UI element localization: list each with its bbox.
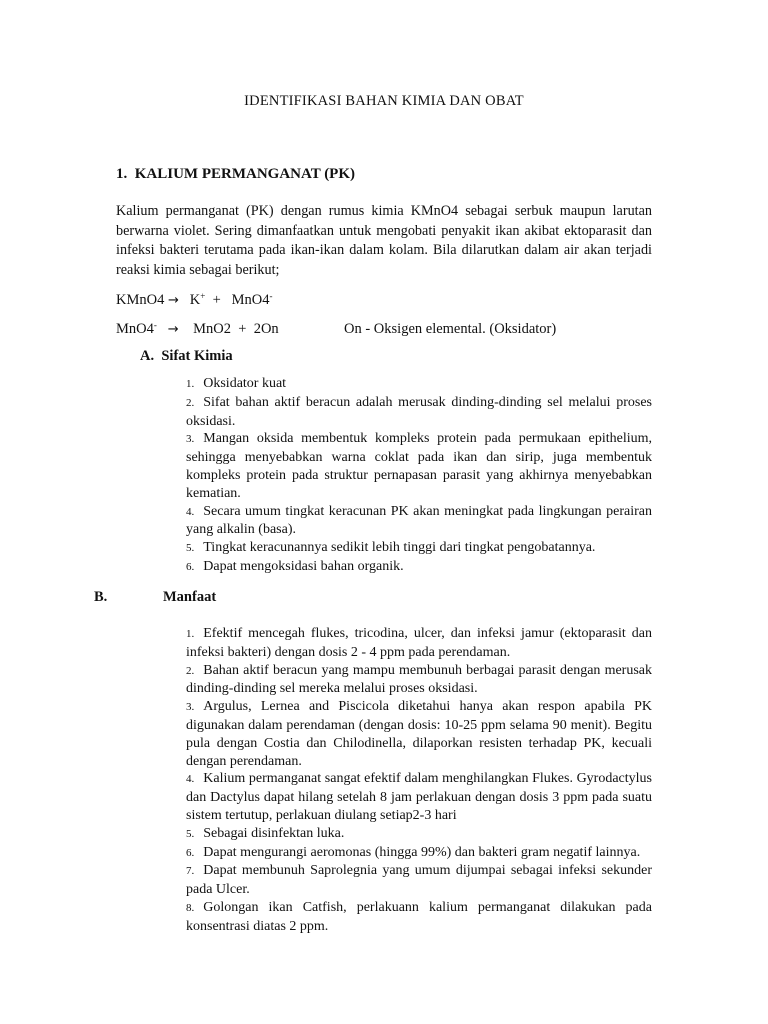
list-text: Argulus, Lernea and Piscicola diketahui hanya akan respon apabila PK digunakan dalam perendaman (dengan dosis: 10-25 ppm selama 90 menit). Begitu pula dengan Costia dan Chilodinella, dilaporkan resisten terhadap PK, kecuali dengan perendaman.: [186, 699, 652, 769]
list-text: Kalium permanganat sangat efektif dalam menghilangkan Flukes. Gyrodactylus dan Dactylus dapat hilang setelah 8 jam perlakuan dengan dosis 3 ppm pada suatu sistem tertutup, perlakuan diulang setiap2-3 hari: [186, 771, 652, 823]
list-number: 2.: [186, 396, 195, 409]
list-number: 1.: [186, 378, 195, 390]
list-text: Sebagai disinfektan luka.: [203, 825, 345, 841]
list-text: Bahan aktif beracun yang mampu membunuh berbagai parasit dengan merusak dinding-dinding sel mereka melalui proses oksidasi.: [186, 662, 652, 697]
list-number: 5.: [186, 542, 195, 555]
list-item: [186, 625, 652, 662]
section-title: KALIUM PERMANGANAT (PK): [134, 166, 356, 182]
charge-superscript: +: [200, 291, 206, 301]
intro-paragraph: Kalium permanganat (PK) dengan rumus kimia KMnO4 sebagai serbuk maupun larutan berwarna violet. Sering dimanfaatkan untuk mengobati penyakit ikan akibat ektoparasit dan infeksi bakteri terutama pada ikan-ikan dalam kolam. Bila dilarutkan dalam air akan terjadi reaksi kimia sebagai berikut;: [116, 203, 652, 278]
list-number: 6.: [186, 846, 195, 859]
list-number: 8.: [186, 901, 195, 914]
list-item: [186, 698, 652, 770]
list-item: [186, 899, 652, 936]
list-number: 6.: [186, 560, 195, 573]
reaction-1-product-2: MnO4: [231, 292, 270, 308]
reaction-1-lhs: KMnO4: [116, 292, 165, 308]
reaction-2-rhs: MnO2 + 2On: [193, 321, 279, 337]
list-number: 3.: [186, 701, 195, 714]
reaction-2: [116, 321, 279, 338]
list-item: [186, 770, 652, 824]
subsection-title-manfaat: Manfaat: [163, 589, 217, 605]
list-text: Dapat mengoksidasi bahan organik.: [203, 558, 404, 574]
right-arrow-icon: →: [167, 293, 179, 308]
list-item: [186, 844, 652, 863]
reaction-1: [116, 292, 273, 309]
manfaat-list: [186, 625, 652, 936]
section-number: 1.: [116, 166, 128, 182]
list-item: [186, 825, 652, 844]
sifat-kimia-list: [186, 375, 652, 577]
list-item: [186, 430, 652, 502]
list-item: [186, 394, 652, 431]
list-text: Golongan ikan Catfish, perlakuann kalium permanganat dilakukan pada konsentrasi diatas 2 ppm.: [186, 899, 652, 934]
reaction-2-lhs: MnO4: [116, 321, 154, 337]
charge-superscript: -: [153, 320, 157, 330]
charge-superscript: -: [269, 291, 273, 301]
list-number: 5.: [186, 827, 195, 840]
list-text: Tingkat keracunannya sedikit lebih tinggi dari tingkat pengobatannya.: [203, 540, 596, 556]
list-number: 1.: [186, 628, 195, 640]
list-item: [186, 539, 652, 558]
document-title: IDENTIFIKASI BAHAN KIMIA DAN OBAT: [244, 93, 524, 109]
reaction-1-product-1: K: [189, 292, 201, 308]
list-number: 2.: [186, 664, 195, 677]
list-text: Oksidator kuat: [203, 376, 287, 391]
subsection-title: Sifat Kimia: [161, 348, 233, 364]
list-text: Mangan oksida membentuk kompleks protein pada permukaan epithelium, sehingga menyebabkan warna coklat pada ikan dan sirip, juga membentuk kompleks protein pada struktur pernapasan parasit yang akhirnya menyebabkan kematian.: [186, 431, 652, 501]
section-heading-kalium-permanganat: [116, 166, 355, 183]
reaction-2-note: On - Oksigen elemental. (Oksidator): [344, 321, 557, 337]
subsection-label-manfaat: B.: [94, 589, 108, 605]
list-item: [186, 662, 652, 699]
list-text: Dapat membunuh Saprolegnia yang umum dijumpai sebagai infeksi sekunder pada Ulcer.: [186, 863, 652, 898]
list-text: Efektif mencegah flukes, tricodina, ulcer, dan infeksi jamur (ektoparasit dan infeksi bakteri) dengan dosis 2 - 4 ppm pada perendaman.: [186, 626, 652, 660]
list-number: 4.: [186, 505, 195, 518]
list-number: 7.: [186, 865, 195, 878]
list-item: [186, 862, 652, 899]
subsection-heading-sifat-kimia: [140, 348, 233, 365]
list-text: Dapat mengurangi aeromonas (hingga 99%) dan bakteri gram negatif lainnya.: [203, 844, 641, 860]
list-text: Sifat bahan aktif beracun adalah merusak dinding-dinding sel melalui proses oksidasi.: [186, 394, 652, 429]
list-text: Secara umum tingkat keracunan PK akan meningkat pada lingkungan perairan yang alkalin (basa).: [186, 503, 652, 538]
list-number: 4.: [186, 773, 195, 786]
list-number: 3.: [186, 433, 195, 446]
plus-sign: +: [212, 292, 221, 308]
right-arrow-icon: →: [167, 322, 179, 337]
list-item: [186, 375, 652, 394]
list-item: [186, 503, 652, 540]
list-item: [186, 558, 652, 577]
subsection-label: A.: [140, 348, 155, 364]
